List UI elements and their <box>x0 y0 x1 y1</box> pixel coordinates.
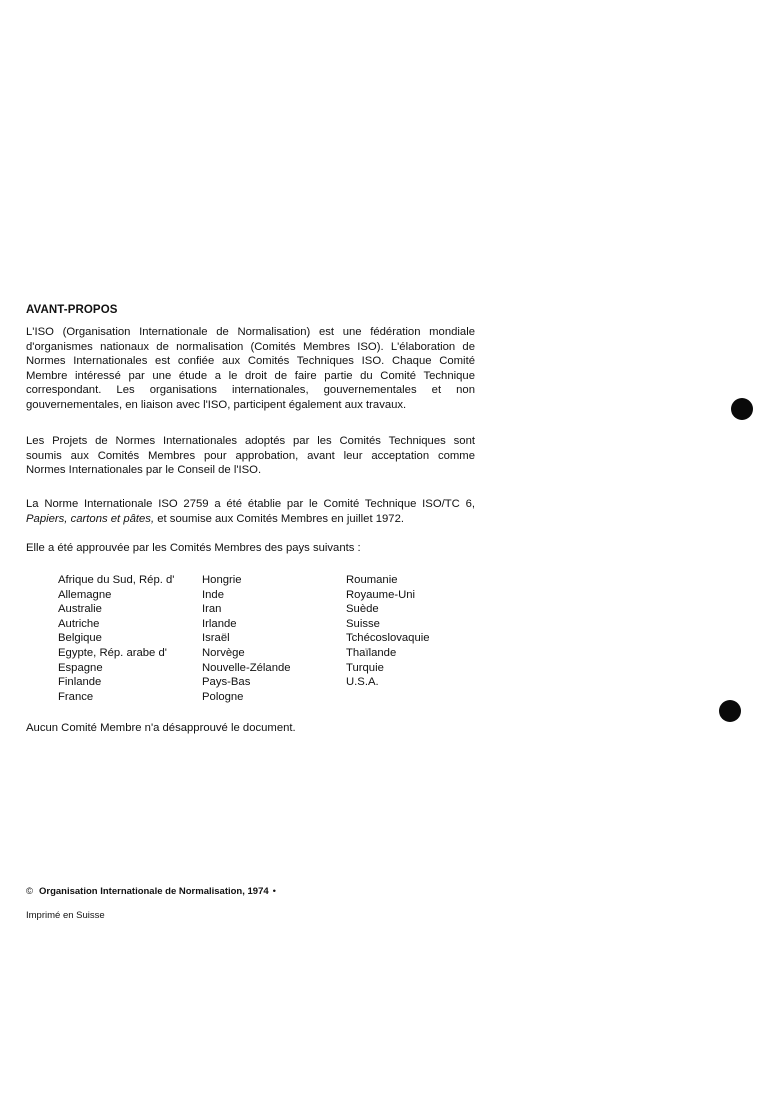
country-column-2 <box>202 573 291 704</box>
paragraph-line: Les Projets de Normes Internationales adoptés par les Comités Techniques sont <box>26 435 475 447</box>
country-column-3 <box>346 573 430 690</box>
paragraph-line: gouvernementales, en liaison avec l'ISO, participent également aux travaux. <box>26 398 407 411</box>
country-name: Inde <box>202 588 224 601</box>
copyright-text: Organisation Internationale de Normalisation, 1974 <box>39 886 269 897</box>
paragraph-line: Normes Internationales par le Conseil de l'ISO. <box>26 464 262 477</box>
paragraph-line: Normes Internationales est confiée aux Comités Techniques ISO. Chaque Comité <box>26 355 475 368</box>
country-name: Israël <box>202 632 230 645</box>
paragraph-line <box>26 512 475 527</box>
section-heading: AVANT-PROPOS <box>26 304 118 316</box>
country-name: Belgique <box>58 632 102 645</box>
country-name: Iran <box>202 603 222 616</box>
country-name: Pays-Bas <box>202 676 251 689</box>
country-name: Suède <box>346 603 379 616</box>
country-name: Finlande <box>58 676 102 689</box>
paragraph-draft-standards <box>26 434 475 478</box>
paragraph-line: soumis aux Comités Membres pour approbation, avant leur acceptation comme <box>26 449 475 462</box>
country-name: Afrique du Sud, Rép. d' <box>58 574 175 586</box>
country-name: Roumanie <box>346 574 398 586</box>
country-name: Allemagne <box>58 588 112 601</box>
country-name: Nouvelle-Zélande <box>202 661 291 674</box>
paragraph-approval: Elle a été approuvée par les Comités Membres des pays suivants : <box>26 542 361 554</box>
country-name: France <box>58 690 94 703</box>
copyright-line <box>26 886 276 897</box>
country-name: Autriche <box>58 617 100 630</box>
paragraph-no-disapproval: Aucun Comité Membre n'a désapprouvé le document. <box>26 722 296 734</box>
country-name: Tchécoslovaquie <box>346 632 430 645</box>
paragraph-line-rest: et soumise aux Comités Membres en juillet 1972. <box>154 512 405 525</box>
paragraph-line: d'organismes nationaux de normalisation (Comités Membres ISO). L'élaboration de <box>26 340 475 353</box>
paragraph-iso-intro <box>26 325 475 413</box>
country-name: Pologne <box>202 690 244 703</box>
paragraph-line: Membre intéressé par une étude a le droit de faire partie du Comité Technique <box>26 369 475 382</box>
copyright-symbol: © <box>26 886 33 897</box>
country-name: Irlande <box>202 617 237 630</box>
paragraph-line: correspondant. Les organisations internationales, gouvernementales et non <box>26 384 475 397</box>
country-name: U.S.A. <box>346 676 379 689</box>
punch-hole-mark <box>719 700 741 722</box>
copyright-bullet: • <box>272 886 276 897</box>
country-name: Turquie <box>346 661 384 674</box>
paragraph-standard-origin <box>26 497 475 526</box>
country-name: Norvège <box>202 646 245 659</box>
country-name: Hongrie <box>202 574 242 586</box>
country-column-1 <box>58 573 174 704</box>
committee-title-italic: Papiers, cartons et pâtes, <box>26 512 155 525</box>
country-name: Thaïlande <box>346 646 397 659</box>
paragraph-line: L'ISO (Organisation Internationale de Normalisation) est une fédération mondiale <box>26 326 475 338</box>
country-name: Royaume-Uni <box>346 588 416 601</box>
punch-hole-mark <box>731 398 753 420</box>
country-name: Espagne <box>58 661 103 674</box>
country-name: Australie <box>58 603 102 616</box>
country-name: Suisse <box>346 617 380 630</box>
printed-in-note: Imprimé en Suisse <box>26 910 105 921</box>
country-name: Egypte, Rép. arabe d' <box>58 646 167 659</box>
paragraph-line: La Norme Internationale ISO 2759 a été établie par le Comité Technique ISO/TC 6, <box>26 498 475 510</box>
